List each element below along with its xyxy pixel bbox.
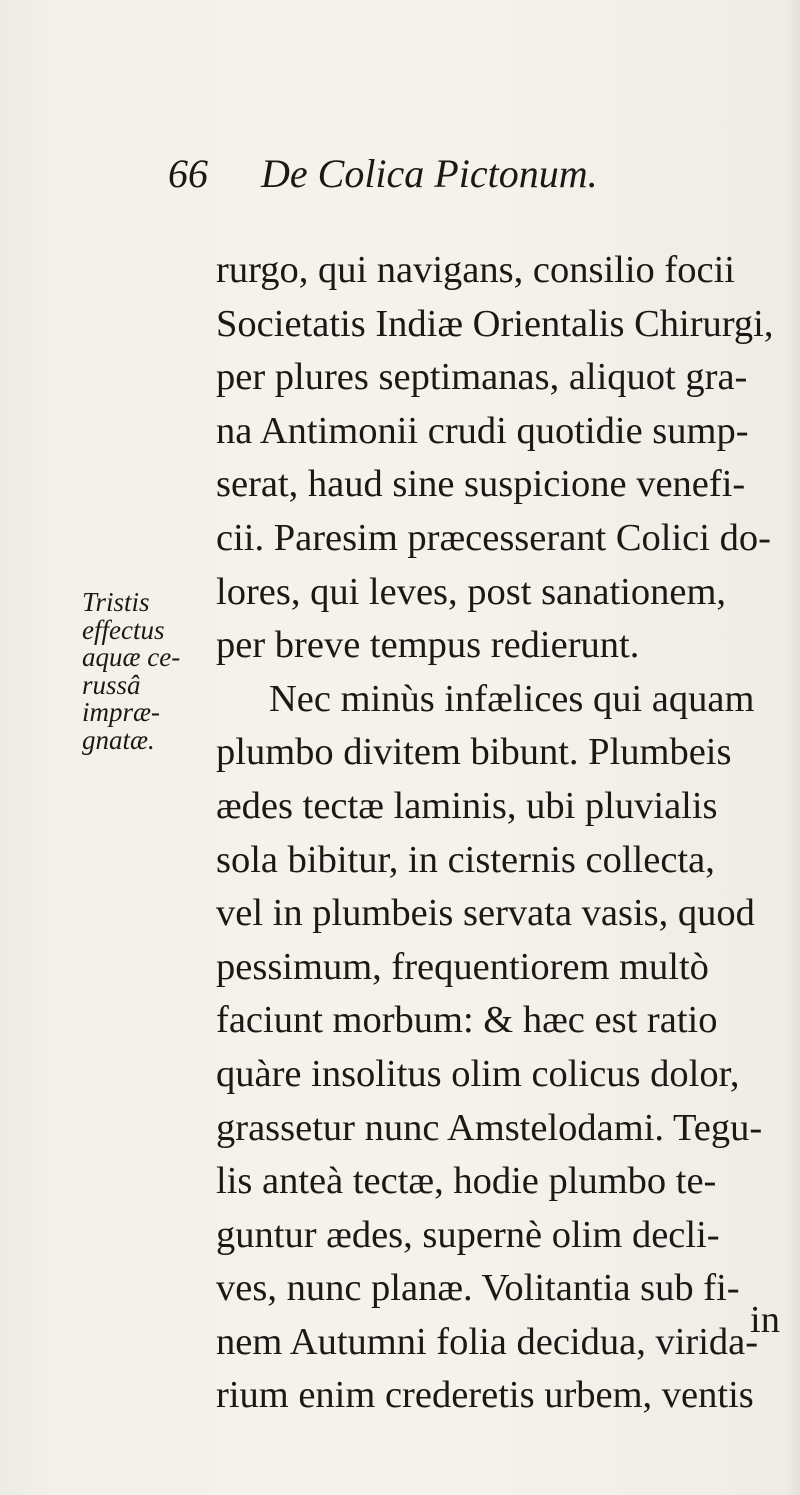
margin-note-line: Tristis — [82, 587, 150, 617]
page-number: 66 — [168, 151, 208, 196]
margin-note-line: impræ- — [82, 697, 161, 727]
text-line: serat, haud sine suspicione venefi- — [216, 463, 746, 506]
text-line: cii. Paresim præcesserant Colici do- — [216, 516, 771, 559]
text-line-paragraph-start: Nec minùs infælices qui aquam — [269, 677, 755, 720]
body-text — [216, 244, 788, 1423]
text-line: na Antimonii crudi quotidie sump- — [216, 409, 749, 452]
text-line: vel in plumbeis servata vasis, quod — [216, 892, 755, 935]
text-line: lis anteà tectæ, hodie plumbo te- — [216, 1160, 717, 1203]
text-line: pessimum, frequentiorem multò — [216, 945, 709, 988]
text-line: per plures septimanas, aliquot gra- — [216, 356, 748, 399]
text-line: ves, nunc planæ. Volitantia sub fi- — [216, 1267, 740, 1310]
text-line: nem Autumni folia decidua, virida- — [216, 1320, 759, 1363]
text-line: rium enim crederetis urbem, ventis — [216, 1374, 754, 1417]
text-line: sola bibitur, in cisternis collecta, — [216, 838, 715, 881]
catchword: in — [750, 1299, 780, 1341]
text-line: rurgo, qui navigans, consilio focii — [216, 249, 735, 291]
text-line: guntur ædes, supernè olim decli- — [216, 1213, 720, 1256]
text-line: grassetur nunc Amstelodami. Tegu- — [216, 1106, 763, 1149]
text-line: plumbo divitem bibunt. Plumbeis — [216, 731, 732, 774]
margin-note-line: gnatæ. — [82, 724, 155, 755]
margin-note — [82, 589, 212, 754]
text-line: faciunt morbum: & hæc est ratio — [216, 999, 718, 1042]
margin-note-line: aquæ ce- — [82, 642, 181, 672]
margin-note-line: russâ — [82, 669, 141, 700]
text-line: quàre insolitus olim colicus dolor, — [216, 1052, 740, 1095]
text-line: lores, qui leves, post sanationem, — [216, 570, 727, 613]
text-line: per breve tempus redierunt. — [216, 624, 640, 667]
running-title: De Colica Pictonum. — [261, 151, 598, 196]
text-line: Societatis Indiæ Orientalis Chirurgi, — [216, 302, 774, 345]
text-line: ædes tectæ laminis, ubi pluvialis — [216, 784, 718, 827]
margin-note-line: effectus — [82, 614, 165, 645]
page-edge-shadow — [786, 0, 800, 1495]
